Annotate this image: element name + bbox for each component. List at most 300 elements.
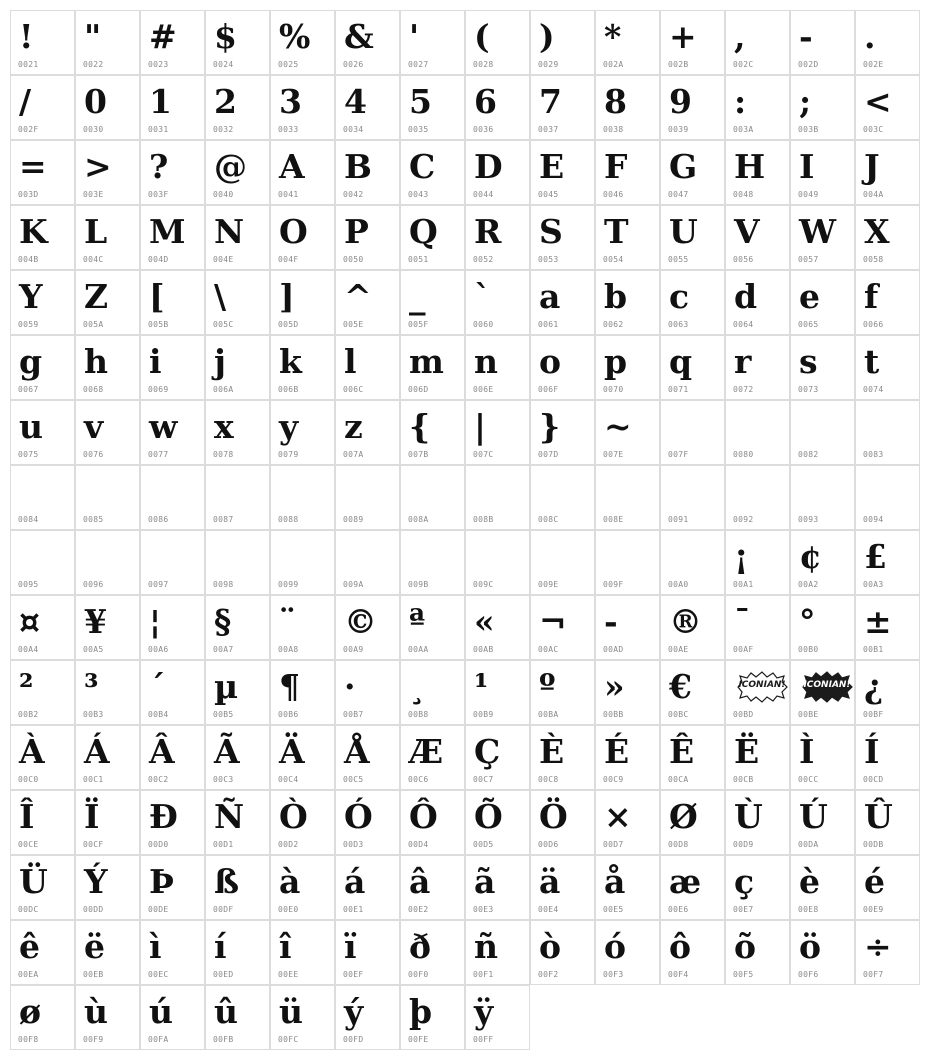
glyph: & xyxy=(344,17,374,56)
codepoint-label: 00B1 xyxy=(863,645,884,654)
glyph-cell[interactable] xyxy=(595,140,660,205)
codepoint-label: 0046 xyxy=(603,190,624,199)
glyph: ° xyxy=(799,602,816,641)
glyph-cell[interactable] xyxy=(140,335,205,400)
glyph-cell[interactable] xyxy=(335,465,400,530)
glyph-cell[interactable] xyxy=(790,270,855,335)
glyph-cell[interactable] xyxy=(400,660,465,725)
codepoint-label: 00AE xyxy=(668,645,689,654)
glyph-cell[interactable] xyxy=(855,465,920,530)
glyph-cell[interactable] xyxy=(10,595,75,660)
glyph-cell[interactable] xyxy=(465,595,530,660)
glyph-cell[interactable] xyxy=(75,270,140,335)
codepoint-label: 0023 xyxy=(148,60,169,69)
glyph-cell[interactable] xyxy=(595,10,660,75)
glyph-cell[interactable] xyxy=(140,595,205,660)
glyph-cell[interactable] xyxy=(595,400,660,465)
glyph: s xyxy=(799,342,818,381)
glyph: ) xyxy=(539,17,555,56)
glyph: 9 xyxy=(669,82,692,121)
glyph-cell[interactable] xyxy=(530,270,595,335)
glyph-cell[interactable] xyxy=(10,725,75,790)
glyph-cell[interactable] xyxy=(10,530,75,595)
glyph-cell[interactable] xyxy=(335,10,400,75)
glyph-cell[interactable] xyxy=(270,595,335,660)
glyph: z xyxy=(344,407,363,446)
glyph-cell[interactable] xyxy=(270,920,335,985)
glyph: ¿ xyxy=(864,667,884,706)
glyph: » xyxy=(604,667,625,706)
codepoint-label: 0061 xyxy=(538,320,559,329)
glyph-cell[interactable] xyxy=(75,75,140,140)
glyph-cell[interactable] xyxy=(660,465,725,530)
glyph-cell[interactable] xyxy=(660,790,725,855)
glyph-cell[interactable] xyxy=(725,595,790,660)
glyph-cell[interactable] xyxy=(790,400,855,465)
glyph-cell[interactable] xyxy=(10,75,75,140)
glyph-cell[interactable] xyxy=(855,855,920,920)
glyph: q xyxy=(669,342,693,381)
glyph-cell[interactable] xyxy=(140,725,205,790)
glyph-cell[interactable] xyxy=(205,465,270,530)
glyph-cell[interactable] xyxy=(335,270,400,335)
glyph-cell[interactable] xyxy=(660,660,725,725)
glyph-cell[interactable] xyxy=(855,10,920,75)
glyph-cell[interactable] xyxy=(595,920,660,985)
glyph-cell[interactable] xyxy=(335,790,400,855)
glyph-cell[interactable] xyxy=(855,205,920,270)
codepoint-label: 0051 xyxy=(408,255,429,264)
glyph-cell[interactable] xyxy=(660,530,725,595)
glyph-cell[interactable] xyxy=(400,855,465,920)
glyph-cell[interactable] xyxy=(790,920,855,985)
glyph: ö xyxy=(799,927,822,966)
glyph-cell[interactable] xyxy=(400,205,465,270)
glyph-cell[interactable] xyxy=(725,205,790,270)
codepoint-label: 00A4 xyxy=(18,645,39,654)
codepoint-label: 005E xyxy=(343,320,364,329)
codepoint-label: 00B7 xyxy=(343,710,364,719)
glyph: @ xyxy=(214,147,247,186)
glyph-cell[interactable] xyxy=(530,530,595,595)
glyph-cell[interactable] xyxy=(660,595,725,660)
glyph-cell[interactable] xyxy=(205,205,270,270)
glyph-cell[interactable] xyxy=(725,855,790,920)
glyph-cell[interactable] xyxy=(855,75,920,140)
glyph-cell[interactable] xyxy=(75,10,140,75)
glyph-cell[interactable] xyxy=(270,140,335,205)
glyph-cell[interactable] xyxy=(530,595,595,660)
glyph-cell[interactable] xyxy=(205,920,270,985)
glyph: h xyxy=(84,342,108,381)
glyph: § xyxy=(214,602,232,641)
glyph-cell[interactable] xyxy=(205,985,270,1050)
glyph-cell[interactable] xyxy=(725,725,790,790)
codepoint-label: 002A xyxy=(603,60,624,69)
glyph-cell[interactable] xyxy=(530,465,595,530)
glyph-cell[interactable] xyxy=(75,530,140,595)
glyph: ¬ xyxy=(539,602,567,641)
glyph-cell[interactable] xyxy=(595,855,660,920)
codepoint-label: 00F3 xyxy=(603,970,624,979)
glyph-cell[interactable] xyxy=(400,140,465,205)
glyph-cell[interactable] xyxy=(530,75,595,140)
glyph-cell[interactable] xyxy=(530,10,595,75)
glyph-cell[interactable] xyxy=(75,205,140,270)
glyph-cell[interactable] xyxy=(270,400,335,465)
glyph-cell[interactable] xyxy=(205,400,270,465)
codepoint-label: 00E8 xyxy=(798,905,819,914)
codepoint-label: 0038 xyxy=(603,125,624,134)
glyph: [ xyxy=(149,277,165,316)
glyph-cell[interactable] xyxy=(595,725,660,790)
glyph-cell[interactable] xyxy=(140,10,205,75)
glyph-cell[interactable] xyxy=(660,400,725,465)
codepoint-label: 004C xyxy=(83,255,104,264)
codepoint-label: 0079 xyxy=(278,450,299,459)
codepoint-label: 0035 xyxy=(408,125,429,134)
glyph-cell[interactable] xyxy=(270,660,335,725)
glyph-cell[interactable] xyxy=(10,270,75,335)
glyph-cell[interactable] xyxy=(530,140,595,205)
glyph: V xyxy=(734,212,760,251)
glyph-cell[interactable] xyxy=(595,75,660,140)
glyph-cell[interactable] xyxy=(140,400,205,465)
glyph-cell[interactable] xyxy=(855,595,920,660)
glyph-cell[interactable] xyxy=(855,725,920,790)
glyph: w xyxy=(149,407,178,446)
codepoint-label: 0037 xyxy=(538,125,559,134)
glyph-cell[interactable] xyxy=(400,530,465,595)
glyph-cell[interactable] xyxy=(140,465,205,530)
glyph: 2 xyxy=(214,82,237,121)
glyph-cell[interactable] xyxy=(465,660,530,725)
glyph-cell[interactable] xyxy=(335,660,400,725)
glyph: p xyxy=(604,342,628,381)
glyph-cell[interactable] xyxy=(270,270,335,335)
glyph-cell[interactable] xyxy=(530,335,595,400)
glyph-cell[interactable] xyxy=(140,530,205,595)
glyph-cell[interactable] xyxy=(465,920,530,985)
glyph-cell[interactable] xyxy=(790,530,855,595)
glyph-cell[interactable] xyxy=(530,790,595,855)
glyph-cell[interactable] xyxy=(140,985,205,1050)
glyph-cell[interactable] xyxy=(725,10,790,75)
glyph-cell[interactable] xyxy=(855,335,920,400)
glyph-cell[interactable] xyxy=(465,530,530,595)
glyph-cell[interactable] xyxy=(205,660,270,725)
glyph-cell[interactable] xyxy=(660,335,725,400)
codepoint-label: 00C9 xyxy=(603,775,624,784)
glyph-cell[interactable] xyxy=(465,140,530,205)
glyph-cell[interactable] xyxy=(140,75,205,140)
glyph-cell[interactable] xyxy=(335,75,400,140)
codepoint-label: 00B2 xyxy=(18,710,39,719)
glyph: ï xyxy=(344,927,357,966)
glyph: Å xyxy=(344,732,370,771)
codepoint-label: 002F xyxy=(18,125,39,134)
glyph-cell[interactable] xyxy=(855,270,920,335)
glyph: Z xyxy=(84,277,109,316)
glyph-cell[interactable] xyxy=(75,400,140,465)
glyph-cell[interactable] xyxy=(725,530,790,595)
glyph-cell[interactable] xyxy=(465,855,530,920)
glyph-cell[interactable] xyxy=(790,335,855,400)
glyph-cell[interactable] xyxy=(855,400,920,465)
glyph-cell[interactable] xyxy=(790,75,855,140)
glyph-cell[interactable] xyxy=(725,660,790,725)
codepoint-label: 002E xyxy=(863,60,884,69)
glyph-cell[interactable] xyxy=(595,595,660,660)
codepoint-label: 0083 xyxy=(863,450,884,459)
glyph-cell[interactable] xyxy=(400,335,465,400)
glyph-cell[interactable] xyxy=(595,790,660,855)
glyph-cell[interactable] xyxy=(660,270,725,335)
glyph-cell[interactable] xyxy=(465,205,530,270)
codepoint-label: 004E xyxy=(213,255,234,264)
glyph-cell[interactable] xyxy=(465,10,530,75)
glyph-cell[interactable] xyxy=(270,530,335,595)
codepoint-label: 007F xyxy=(668,450,689,459)
glyph: Ã xyxy=(214,732,240,771)
glyph-cell[interactable] xyxy=(75,465,140,530)
glyph-cell[interactable] xyxy=(140,140,205,205)
glyph-cell[interactable] xyxy=(790,855,855,920)
glyph: T xyxy=(604,212,629,251)
glyph-cell[interactable] xyxy=(140,270,205,335)
glyph-cell[interactable] xyxy=(465,270,530,335)
glyph-cell[interactable] xyxy=(465,790,530,855)
glyph-cell[interactable] xyxy=(335,530,400,595)
glyph-cell[interactable] xyxy=(595,465,660,530)
glyph-cell[interactable] xyxy=(205,75,270,140)
glyph-cell[interactable] xyxy=(335,920,400,985)
glyph-cell[interactable] xyxy=(400,10,465,75)
glyph: Ö xyxy=(539,797,568,836)
glyph-cell[interactable] xyxy=(75,920,140,985)
glyph-cell[interactable] xyxy=(270,790,335,855)
glyph-cell[interactable] xyxy=(725,75,790,140)
glyph-cell[interactable] xyxy=(790,660,855,725)
glyph-cell[interactable] xyxy=(465,465,530,530)
glyph-cell[interactable] xyxy=(270,855,335,920)
codepoint-label: 0076 xyxy=(83,450,104,459)
glyph-cell[interactable] xyxy=(75,660,140,725)
glyph: · xyxy=(344,667,356,706)
glyph: 1 xyxy=(149,82,172,121)
glyph-cell[interactable] xyxy=(270,725,335,790)
glyph-cell[interactable] xyxy=(660,75,725,140)
codepoint-label: 0052 xyxy=(473,255,494,264)
glyph: ø xyxy=(19,992,42,1031)
glyph-cell[interactable] xyxy=(400,595,465,660)
glyph-cell[interactable] xyxy=(595,205,660,270)
glyph: R xyxy=(474,212,502,251)
glyph-cell[interactable] xyxy=(75,790,140,855)
glyph-cell[interactable] xyxy=(400,270,465,335)
glyph-cell[interactable] xyxy=(205,140,270,205)
glyph-cell[interactable] xyxy=(205,335,270,400)
codepoint-label: 0089 xyxy=(343,515,364,524)
glyph-cell[interactable] xyxy=(595,335,660,400)
glyph-cell[interactable] xyxy=(140,205,205,270)
glyph-cell[interactable] xyxy=(205,595,270,660)
glyph-cell[interactable] xyxy=(75,595,140,660)
glyph-cell[interactable] xyxy=(140,855,205,920)
glyph-cell[interactable] xyxy=(205,790,270,855)
codepoint-label: 0057 xyxy=(798,255,819,264)
glyph-cell[interactable] xyxy=(140,790,205,855)
codepoint-label: 00E1 xyxy=(343,905,364,914)
glyph-cell[interactable] xyxy=(10,400,75,465)
glyph: ô xyxy=(669,927,692,966)
glyph-cell[interactable] xyxy=(790,725,855,790)
codepoint-label: 009A xyxy=(343,580,364,589)
glyph-cell[interactable] xyxy=(400,465,465,530)
glyph: À xyxy=(19,732,45,771)
glyph-cell[interactable] xyxy=(660,140,725,205)
glyph-cell[interactable] xyxy=(400,790,465,855)
codepoint-label: 00DF xyxy=(213,905,234,914)
glyph-cell[interactable] xyxy=(855,920,920,985)
glyph-cell[interactable] xyxy=(205,530,270,595)
glyph-cell[interactable] xyxy=(725,335,790,400)
glyph-cell[interactable] xyxy=(75,335,140,400)
glyph-cell[interactable] xyxy=(530,725,595,790)
glyph-cell[interactable] xyxy=(270,465,335,530)
glyph-cell[interactable] xyxy=(205,855,270,920)
glyph-cell[interactable] xyxy=(10,660,75,725)
glyph-cell[interactable] xyxy=(465,335,530,400)
glyph-cell[interactable] xyxy=(530,660,595,725)
glyph-cell[interactable] xyxy=(855,790,920,855)
glyph-cell[interactable] xyxy=(335,595,400,660)
glyph-cell[interactable] xyxy=(270,205,335,270)
glyph-cell[interactable] xyxy=(10,465,75,530)
glyph-cell[interactable] xyxy=(335,855,400,920)
glyph-cell[interactable] xyxy=(855,530,920,595)
glyph-cell[interactable] xyxy=(660,205,725,270)
glyph-cell[interactable] xyxy=(10,335,75,400)
codepoint-label: 0039 xyxy=(668,125,689,134)
glyph-cell[interactable] xyxy=(10,985,75,1050)
glyph-cell[interactable] xyxy=(530,205,595,270)
glyph-cell[interactable] xyxy=(335,725,400,790)
codepoint-label: 0067 xyxy=(18,385,39,394)
glyph-cell[interactable] xyxy=(10,855,75,920)
glyph-cell[interactable] xyxy=(725,790,790,855)
glyph: ¥ xyxy=(84,602,107,641)
glyph-cell[interactable] xyxy=(335,335,400,400)
codepoint-label: 0058 xyxy=(863,255,884,264)
glyph-cell[interactable] xyxy=(75,140,140,205)
glyph-cell[interactable] xyxy=(530,855,595,920)
glyph-cell[interactable] xyxy=(530,400,595,465)
glyph-cell[interactable] xyxy=(790,595,855,660)
glyph: ` xyxy=(474,277,491,316)
glyph: * xyxy=(604,17,622,56)
glyph-cell[interactable] xyxy=(660,10,725,75)
glyph-cell[interactable] xyxy=(400,400,465,465)
glyph-cell[interactable] xyxy=(270,10,335,75)
glyph-cell[interactable] xyxy=(465,400,530,465)
glyph-cell[interactable] xyxy=(75,855,140,920)
glyph-cell[interactable] xyxy=(855,660,920,725)
glyph-cell[interactable] xyxy=(725,920,790,985)
glyph-cell[interactable] xyxy=(140,920,205,985)
glyph-cell[interactable] xyxy=(270,335,335,400)
glyph-cell[interactable] xyxy=(595,660,660,725)
glyph-cell[interactable] xyxy=(270,985,335,1050)
iconian-badge-light xyxy=(736,671,788,703)
glyph: k xyxy=(279,342,302,381)
codepoint-label: 007D xyxy=(538,450,559,459)
glyph-cell[interactable] xyxy=(400,725,465,790)
glyph-cell[interactable] xyxy=(465,725,530,790)
glyph-cell[interactable] xyxy=(790,10,855,75)
glyph-cell[interactable] xyxy=(725,400,790,465)
codepoint-label: 0070 xyxy=(603,385,624,394)
glyph-cell[interactable] xyxy=(595,530,660,595)
glyph-cell[interactable] xyxy=(790,465,855,530)
glyph-cell[interactable] xyxy=(335,140,400,205)
glyph-cell[interactable] xyxy=(725,465,790,530)
codepoint-label: 00F5 xyxy=(733,970,754,979)
glyph-cell[interactable] xyxy=(790,790,855,855)
glyph: o xyxy=(539,342,562,381)
glyph-cell[interactable] xyxy=(10,205,75,270)
glyph-cell[interactable] xyxy=(790,140,855,205)
glyph-cell[interactable] xyxy=(855,140,920,205)
glyph-cell[interactable] xyxy=(465,75,530,140)
codepoint-label: 0092 xyxy=(733,515,754,524)
glyph-cell[interactable] xyxy=(75,985,140,1050)
glyph-cell[interactable] xyxy=(400,985,465,1050)
glyph-cell[interactable] xyxy=(10,920,75,985)
glyph-cell[interactable] xyxy=(205,270,270,335)
glyph-cell[interactable] xyxy=(10,790,75,855)
codepoint-label: 00FE xyxy=(408,1035,429,1044)
glyph-cell[interactable] xyxy=(205,725,270,790)
glyph-cell[interactable] xyxy=(465,985,530,1050)
glyph-cell[interactable] xyxy=(10,10,75,75)
codepoint-label: 00B0 xyxy=(798,645,819,654)
glyph-cell[interactable] xyxy=(790,205,855,270)
glyph-cell[interactable] xyxy=(270,75,335,140)
glyph-cell[interactable] xyxy=(335,205,400,270)
glyph-cell[interactable] xyxy=(400,920,465,985)
glyph-cell[interactable] xyxy=(140,660,205,725)
glyph-cell[interactable] xyxy=(205,10,270,75)
glyph-cell[interactable] xyxy=(75,725,140,790)
glyph: 0 xyxy=(84,82,107,121)
glyph-cell[interactable] xyxy=(400,75,465,140)
glyph-cell[interactable] xyxy=(335,400,400,465)
glyph-cell[interactable] xyxy=(725,140,790,205)
glyph-cell[interactable] xyxy=(660,855,725,920)
codepoint-label: 00ED xyxy=(213,970,234,979)
glyph-cell[interactable] xyxy=(530,920,595,985)
glyph-cell[interactable] xyxy=(725,270,790,335)
codepoint-label: 009C xyxy=(473,580,494,589)
glyph-cell[interactable] xyxy=(660,725,725,790)
glyph-cell[interactable] xyxy=(660,920,725,985)
glyph-cell[interactable] xyxy=(595,270,660,335)
codepoint-label: 0036 xyxy=(473,125,494,134)
glyph-cell[interactable] xyxy=(335,985,400,1050)
glyph-cell[interactable] xyxy=(10,140,75,205)
codepoint-label: 00E7 xyxy=(733,905,754,914)
